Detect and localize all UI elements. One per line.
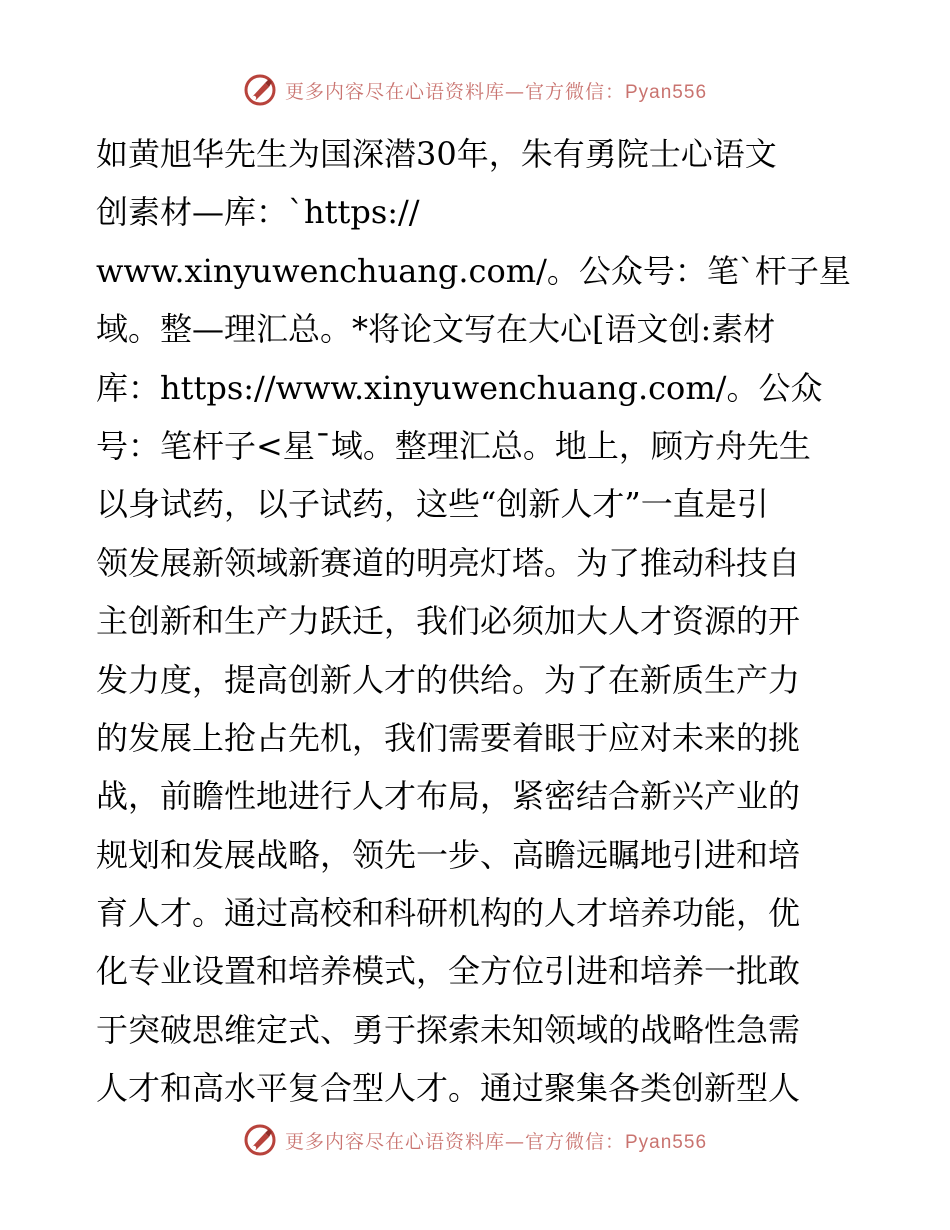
body-line: 规划和发展战略，领先一步、高瞻远瞩地引进和培 [96,835,801,874]
body-line: 领发展新领域新赛道的明亮灯塔。为了推动科技自 [96,543,801,582]
footer-dash: — [504,1130,525,1153]
body-line: 号：笔杆子<星¯域。整理汇总。地上，顾方舟先生 [96,426,811,465]
header-dash: — [504,80,525,103]
body-line: 化专业设置和培养模式，全方位引进和培养一批敢 [96,952,801,991]
body-line: 育人才。通过高校和科研机构的人才培养功能，优 [96,894,801,933]
body-line: 于突破思维定式、勇于探索未知领域的战略性急需 [96,1010,801,1049]
body-line: 以身试药，以子试药，这些“创新人才”一直是引 [96,485,769,524]
header-brand-name: 更多内容尽在心语资料库 [284,80,505,103]
body-line: 创素材—库：`https:// [96,193,420,232]
body-line: 人才和高水平复合型人才。通过聚集各类创新型人 [96,1069,801,1108]
body-line: 发力度，提高创新人才的供给。为了在新质生产力 [96,660,801,699]
body-line: 主创新和生产力跃迁，我们必须加大人才资源的开 [96,602,801,641]
footer-watermark-text [285,1127,707,1154]
body-line: 的发展上抢占先机，我们需要着眼于应对未来的挑 [96,718,801,757]
header-contact-label: 官方微信： [524,80,625,103]
footer-watermark [0,1120,950,1160]
header-wechat-id: Pyan556 [625,81,708,103]
body-line: www.xinyuwenchuang.com/。公众号：笔`杆子星 [96,251,851,290]
body-line: 战，前瞻性地进行人才布局，紧密结合新兴产业的 [96,777,801,816]
body-line: 域。整—理汇总。*将论文写在大心[语文创:素材 [96,310,776,349]
body-text [96,125,852,1118]
footer-contact-label: 官方微信： [524,1130,625,1153]
brand-logo-icon [243,73,277,107]
brand-logo-icon [243,1123,277,1157]
body-line: 库：https://www.xinyuwenchuang.com/。公众 [96,368,823,407]
footer-brand-name: 更多内容尽在心语资料库 [284,1130,505,1153]
footer-wechat-id: Pyan556 [625,1131,708,1153]
body-line: 如黄旭华先生为国深潜30年，朱有勇院士心语文 [96,135,777,173]
header-watermark [0,70,950,110]
header-watermark-text [285,77,707,104]
